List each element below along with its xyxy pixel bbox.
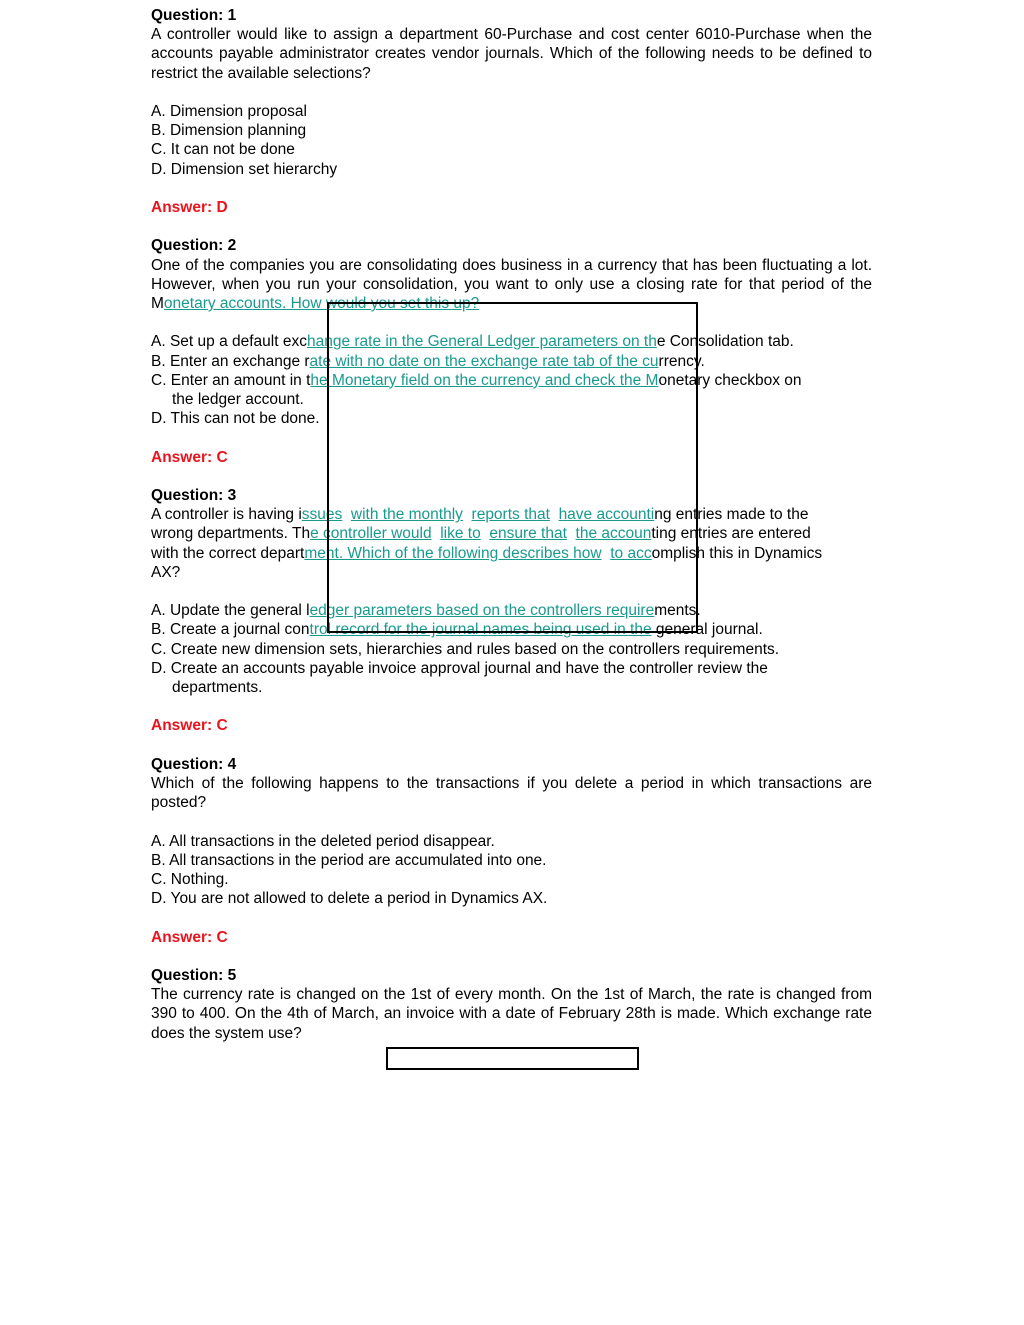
question-3-link[interactable]: to acc xyxy=(610,544,652,562)
question-2-heading: Question: 2 xyxy=(151,237,237,255)
question-3-link[interactable]: reports that xyxy=(471,506,550,524)
question-2-option-d: D. This can not be done. xyxy=(151,410,320,428)
question-4-answer: Answer: C xyxy=(151,928,228,946)
question-3-link[interactable]: like to xyxy=(440,525,481,543)
question-4-option-a: A. All transactions in the deleted period disappear. xyxy=(151,832,495,850)
question-4-heading: Question: 4 xyxy=(151,755,237,773)
question-3-answer: Answer: C xyxy=(151,717,228,735)
question-3-line-3: with the correct department. Which of the following describes how to accomplish this in Dynamics xyxy=(151,544,823,562)
question-3-link[interactable]: have accounti xyxy=(558,506,655,524)
question-1-option-c: C. It can not be done xyxy=(151,141,295,159)
empty-text-box[interactable] xyxy=(386,1047,639,1070)
question-5-text: The currency rate is changed on the 1st of every month. On the 1st of March, the rate is changed from 390 to 400. On the 4th of March, an invoice with a date of February 28th is made. Which exchange rate does the system use? xyxy=(151,986,872,1042)
question-2-option-c-link[interactable]: he Monetary field on the currency and check the M xyxy=(310,371,659,389)
question-3-option-d: D. Create an accounts payable invoice approval journal and have the controller review the xyxy=(151,659,768,677)
question-3-line-4: AX? xyxy=(151,563,181,581)
question-2-option-c-continued: the ledger account. xyxy=(172,391,304,408)
question-3-link[interactable]: ssues xyxy=(301,506,343,524)
question-4-option-b: B. All transactions in the period are accumulated into one. xyxy=(151,851,547,869)
question-2-option-a: A. Set up a default exchange rate in the General Ledger parameters on the Consolidation tab. xyxy=(151,333,794,351)
question-2-link[interactable]: onetary accounts. How would you set this up? xyxy=(163,295,480,312)
question-3-line-2: wrong departments. The controller would like to ensure that the accounting entries are entered xyxy=(151,525,811,543)
question-3-link[interactable]: with the monthly xyxy=(350,506,463,524)
question-3-link[interactable]: ensure that xyxy=(489,525,567,543)
question-3-option-a: A. Update the general ledger parameters based on the controllers requirements. xyxy=(151,602,701,620)
question-3-option-d-continued: departments. xyxy=(172,679,263,696)
question-4-option-d: D. You are not allowed to delete a period in Dynamics AX. xyxy=(151,890,548,908)
question-2-option-b: B. Enter an exchange rate with no date on the exchange rate tab of the currency. xyxy=(151,352,705,370)
question-2-option-c: C. Enter an amount in the Monetary field on the currency and check the Monetary checkbox on xyxy=(151,371,802,389)
question-1-option-d: D. Dimension set hierarchy xyxy=(151,160,338,178)
question-3-line-1: A controller is having issues with the monthly reports that have accounting entries made to the xyxy=(151,506,809,524)
question-3-option-c: C. Create new dimension sets, hierarchies and rules based on the controllers requirements. xyxy=(151,640,780,658)
question-4-text: Which of the following happens to the transactions if you delete a period in which transactions are posted? xyxy=(151,774,872,812)
question-3-link[interactable]: e controller would xyxy=(310,525,432,543)
question-3-option-b: B. Create a journal control record for the journal names being used in the general journal. xyxy=(151,621,763,639)
question-2-answer: Answer: C xyxy=(151,448,228,466)
document-page xyxy=(151,6,872,1043)
question-3-option-b-link[interactable]: trol record for the journal names being used in the xyxy=(309,621,652,639)
question-3-option-a-link[interactable]: edger parameters based on the controllers require xyxy=(309,602,655,620)
question-2-option-a-link[interactable]: hange rate in the General Ledger parameters on th xyxy=(306,333,657,351)
question-1-answer: Answer: D xyxy=(151,199,228,216)
question-1-option-a: A. Dimension proposal xyxy=(151,103,307,120)
question-2-option-b-link[interactable]: ate with no date on the exchange rate tab of the cu xyxy=(309,352,659,370)
question-1-text: A controller would like to assign a department 60-Purchase and cost center 6010-Purchase when the accounts payable administrator creates vendor journals. Which of the following needs to be defined to restrict the available selections? xyxy=(151,26,872,82)
question-3-link[interactable]: ment. Which of the following describes how xyxy=(304,544,602,562)
question-2-text: One of the companies you are consolidating does business in a currency that has been fluctuating a lot. However, when you run your consolidation, you want to only use a closing rate for that period of the Monetary accounts. How would you set this up? xyxy=(151,256,872,312)
question-4-option-c: C. Nothing. xyxy=(151,870,229,888)
question-5-heading: Question: 5 xyxy=(151,966,237,984)
question-3-heading: Question: 3 xyxy=(151,486,237,504)
question-3-link[interactable]: the accoun xyxy=(575,525,652,543)
question-1-heading: Question: 1 xyxy=(151,7,237,24)
question-1-option-b: B. Dimension planning xyxy=(151,122,307,140)
